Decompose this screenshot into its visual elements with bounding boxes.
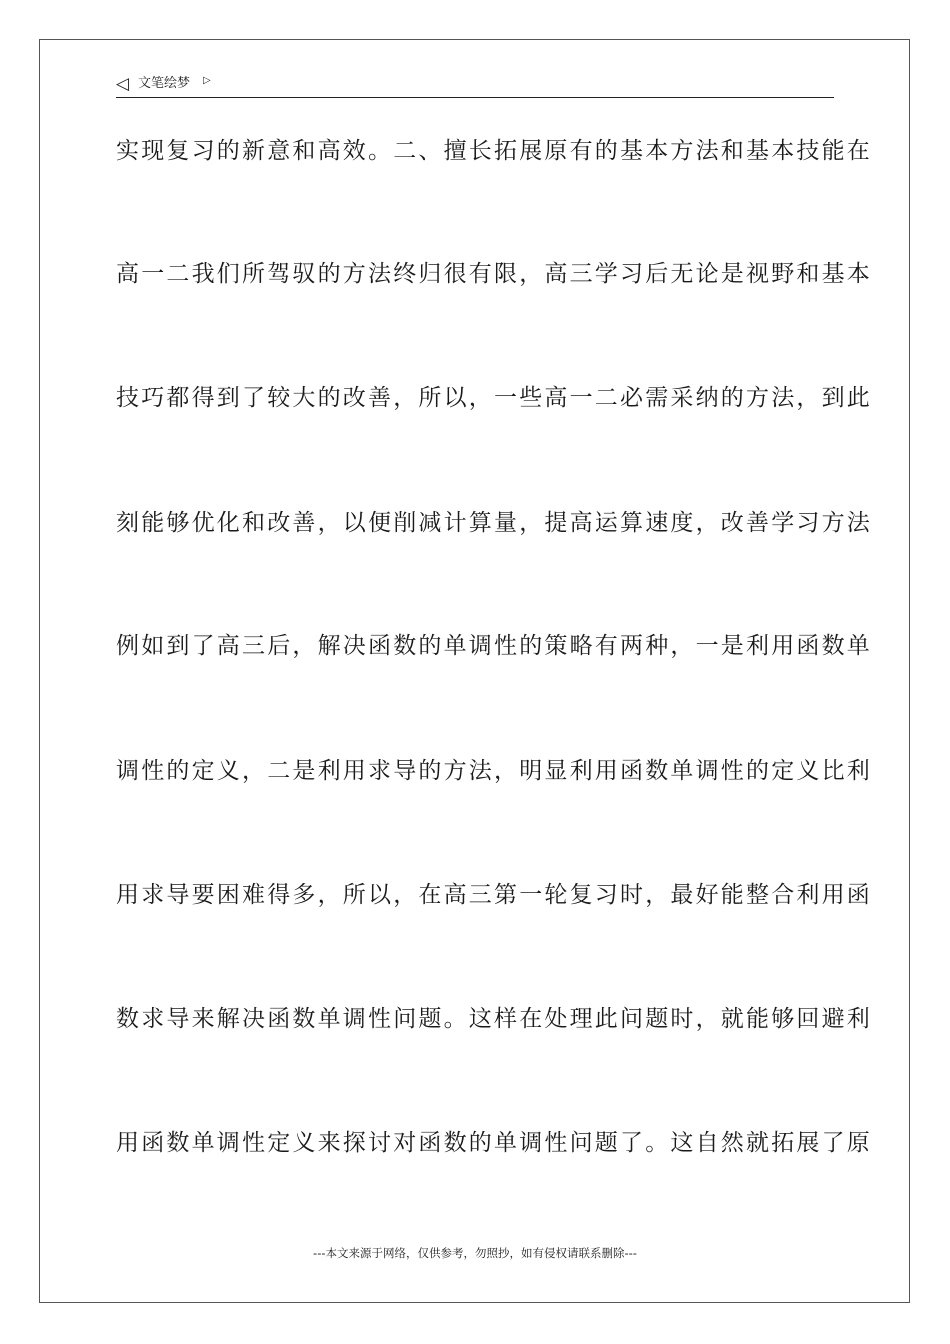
footer-disclaimer: ---本文来源于网络，仅供参考，勿照抄，如有侵权请联系删除--- (313, 1246, 637, 1260)
body-line: 数求导来解决函数单调性问题。这样在处理此问题时，就能够回避利 (116, 1006, 872, 1032)
body-line: 刻能够优化和改善，以便削减计算量，提高运算速度，改善学习方法 (116, 510, 872, 536)
triangle-right-icon: ▷ (203, 75, 211, 86)
body-line: 实现复习的新意和高效。二、擅长拓展原有的基本方法和基本技能在 (116, 138, 872, 164)
body-line: 高一二我们所驾驭的方法终归很有限，高三学习后无论是视野和基本 (116, 261, 872, 287)
triangle-left-icon: ◁ (116, 74, 130, 94)
body-line: 技巧都得到了较大的改善，所以，一些高一二必需采纳的方法，到此 (116, 385, 872, 411)
body-line: 调性的定义，二是利用求导的方法，明显利用函数单调性的定义比利 (116, 758, 872, 784)
page-border (39, 39, 910, 1303)
body-line: 用求导要困难得多，所以，在高三第一轮复习时，最好能整合利用函 (116, 882, 872, 908)
header-title: 文笔绘梦 (138, 76, 191, 91)
body-line: 用函数单调性定义来探讨对函数的单调性问题了。这自然就拓展了原 (116, 1130, 872, 1156)
page-header (116, 72, 834, 98)
body-line: 例如到了高三后，解决函数的单调性的策略有两种，一是利用函数单 (116, 633, 872, 659)
